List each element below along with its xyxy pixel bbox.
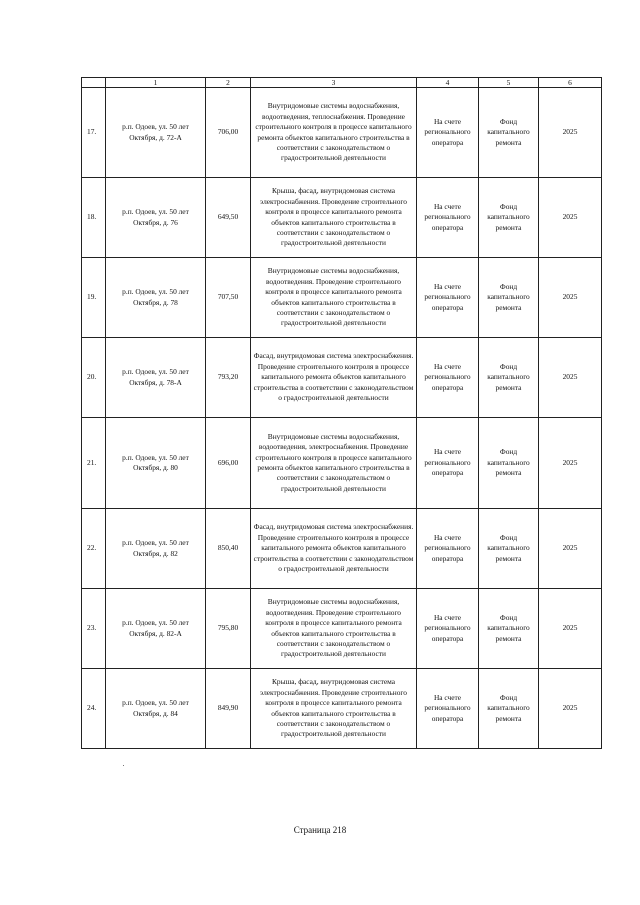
year-cell: 2025 xyxy=(539,338,602,418)
account-cell: На счете регионального оператора xyxy=(417,509,479,589)
year-cell: 2025 xyxy=(539,418,602,509)
address-cell: р.п. Одоев, ул. 50 лет Октября, д. 76 xyxy=(106,178,206,258)
header-cell xyxy=(82,78,106,88)
row-number: 24. xyxy=(82,669,106,749)
header-cell: 6 xyxy=(539,78,602,88)
account-cell: На счете регионального оператора xyxy=(417,178,479,258)
header-cell: 5 xyxy=(479,78,539,88)
year-cell: 2025 xyxy=(539,509,602,589)
row-number: 19. xyxy=(82,258,106,338)
area-cell: 707,50 xyxy=(206,258,251,338)
area-cell: 649,50 xyxy=(206,178,251,258)
table-row xyxy=(82,418,602,509)
work-description-cell: Внутридомовые системы водоснабжения, водоотведения, теплоснабжения. Проведение строительного контроля в процессе капитального ремонта объектов капитального строительства в соответствии с законодательством о градостроительной деятельности xyxy=(251,88,417,178)
funding-source-cell: Фонд капитального ремонта xyxy=(479,509,539,589)
row-number: 21. xyxy=(82,418,106,509)
account-cell: На счете регионального оператора xyxy=(417,418,479,509)
area-cell: 706,00 xyxy=(206,88,251,178)
table-row xyxy=(82,509,602,589)
funding-source-cell: Фонд капитального ремонта xyxy=(479,178,539,258)
row-number: 22. xyxy=(82,509,106,589)
address-cell: р.п. Одоев, ул. 50 лет Октября, д. 78 xyxy=(106,258,206,338)
table-row xyxy=(82,338,602,418)
table-row xyxy=(82,589,602,669)
table-row xyxy=(82,669,602,749)
funding-source-cell: Фонд капитального ремонта xyxy=(479,418,539,509)
work-description-cell: Фасад, внутридомовая система электроснабжения. Проведение строительного контроля в процессе капитального ремонта объектов капитального строительства в соответствии с законодательством о градостроительной деятельности xyxy=(251,338,417,418)
funding-source-cell: Фонд капитального ремонта xyxy=(479,669,539,749)
header-cell: 2 xyxy=(206,78,251,88)
area-cell: 793,20 xyxy=(206,338,251,418)
year-cell: 2025 xyxy=(539,178,602,258)
work-description-cell: Внутридомовые системы водоснабжения, водоотведения, электроснабжения. Проведение строительного контроля в процессе капитального ремонта объектов капитального строительства в соответствии с законодательством о градостроительной деятельности xyxy=(251,418,417,509)
column-number-header-row xyxy=(82,78,602,88)
header-cell: 4 xyxy=(417,78,479,88)
account-cell: На счете регионального оператора xyxy=(417,669,479,749)
row-number: 20. xyxy=(82,338,106,418)
page-number: Страница 218 xyxy=(293,825,347,835)
row-number: 18. xyxy=(82,178,106,258)
table-row xyxy=(82,88,602,178)
address-cell: р.п. Одоев, ул. 50 лет Октября, д. 82 xyxy=(106,509,206,589)
address-cell: р.п. Одоев, ул. 50 лет Октября, д. 78-А xyxy=(106,338,206,418)
area-cell: 795,80 xyxy=(206,589,251,669)
year-cell: 2025 xyxy=(539,258,602,338)
scan-speck xyxy=(123,765,124,766)
address-cell: р.п. Одоев, ул. 50 лет Октября, д. 84 xyxy=(106,669,206,749)
table-row xyxy=(82,178,602,258)
header-cell: 1 xyxy=(106,78,206,88)
funding-source-cell: Фонд капитального ремонта xyxy=(479,589,539,669)
area-cell: 850,40 xyxy=(206,509,251,589)
work-description-cell: Крыша, фасад, внутридомовая система электроснабжения. Проведение строительного контроля в процессе капитального ремонта объектов капитального строительства в соответствии с законодательством о градостроительной деятельности xyxy=(251,178,417,258)
account-cell: На счете регионального оператора xyxy=(417,338,479,418)
header-cell: 3 xyxy=(251,78,417,88)
address-cell: р.п. Одоев, ул. 50 лет Октября, д. 82-А xyxy=(106,589,206,669)
work-description-cell: Крыша, фасад, внутридомовая система электроснабжения. Проведение строительного контроля в процессе капитального ремонта объектов капитального строительства в соответствии с законодательством о градостроительной деятельности xyxy=(251,669,417,749)
table-row xyxy=(82,258,602,338)
area-cell: 849,90 xyxy=(206,669,251,749)
year-cell: 2025 xyxy=(539,88,602,178)
address-cell: р.п. Одоев, ул. 50 лет Октября, д. 80 xyxy=(106,418,206,509)
row-number: 23. xyxy=(82,589,106,669)
capital-repair-table xyxy=(81,77,602,749)
work-description-cell: Внутридомовые системы водоснабжения, водоотведения. Проведение строительного контроля в процессе капитального ремонта объектов капитального строительства в соответствии с законодательством о градостроительной деятельности xyxy=(251,589,417,669)
work-description-cell: Внутридомовые системы водоснабжения, водоотведения. Проведение строительного контроля в процессе капитального ремонта объектов капитального строительства в соответствии с законодательством о градостроительной деятельности xyxy=(251,258,417,338)
account-cell: На счете регионального оператора xyxy=(417,88,479,178)
account-cell: На счете регионального оператора xyxy=(417,258,479,338)
funding-source-cell: Фонд капитального ремонта xyxy=(479,258,539,338)
year-cell: 2025 xyxy=(539,589,602,669)
funding-source-cell: Фонд капитального ремонта xyxy=(479,338,539,418)
account-cell: На счете регионального оператора xyxy=(417,589,479,669)
year-cell: 2025 xyxy=(539,669,602,749)
funding-source-cell: Фонд капитального ремонта xyxy=(479,88,539,178)
row-number: 17. xyxy=(82,88,106,178)
work-description-cell: Фасад, внутридомовая система электроснабжения. Проведение строительного контроля в процессе капитального ремонта объектов капитального строительства в соответствии с законодательством о градостроительной деятельности xyxy=(251,509,417,589)
address-cell: р.п. Одоев, ул. 50 лет Октября, д. 72-А xyxy=(106,88,206,178)
area-cell: 696,00 xyxy=(206,418,251,509)
